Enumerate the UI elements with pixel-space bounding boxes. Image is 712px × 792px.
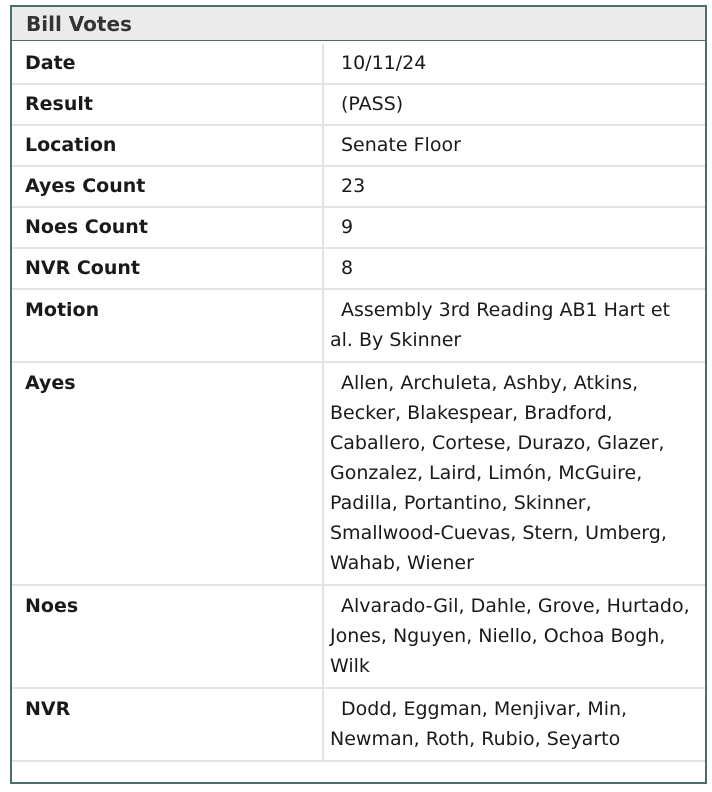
location-value: Senate Floor xyxy=(341,134,461,156)
ayes-count-value: 23 xyxy=(341,175,366,197)
noes-count-value: 9 xyxy=(341,216,354,238)
motion-label: Motion xyxy=(12,290,324,361)
noes-label: Noes xyxy=(12,586,324,687)
row-motion xyxy=(12,290,705,363)
row-ayes xyxy=(12,363,705,586)
ayes-count-label: Ayes Count xyxy=(12,167,324,206)
nvr-label: NVR xyxy=(12,689,324,760)
votes-table xyxy=(12,44,705,792)
row-noes xyxy=(12,586,705,689)
ayes-value: Allen, Archuleta, Ashby, Atkins, Becker, Blakespear, Bradford, Caballero, Cortese, Durazo, Glazer, Gonzalez, Laird, Limón, McGuire, Padilla, Portantino, Skinner, Smallwood-Cuevas, Stern, Umberg, Wahab, Wiener xyxy=(330,372,667,574)
row-noes-count xyxy=(12,208,705,249)
location-label: Location xyxy=(12,126,324,165)
row-nvr xyxy=(12,689,705,762)
row-date xyxy=(12,44,705,85)
nvr-count-value: 8 xyxy=(341,257,354,279)
table-footer xyxy=(12,762,705,792)
row-nvr-count xyxy=(12,249,705,290)
bill-votes-panel xyxy=(10,5,707,784)
motion-value: Assembly 3rd Reading AB1 Hart et al. By Skinner xyxy=(330,299,670,351)
panel-header xyxy=(12,7,705,41)
row-result xyxy=(12,85,705,126)
noes-count-label: Noes Count xyxy=(12,208,324,247)
result-label: Result xyxy=(12,85,324,124)
row-ayes-count xyxy=(12,167,705,208)
result-value: (PASS) xyxy=(341,93,404,115)
panel-title: Bill Votes xyxy=(26,11,132,36)
nvr-count-label: NVR Count xyxy=(12,249,324,288)
row-location xyxy=(12,126,705,167)
ayes-label: Ayes xyxy=(12,363,324,584)
date-label: Date xyxy=(12,44,324,83)
nvr-value: Dodd, Eggman, Menjivar, Min, Newman, Roth, Rubio, Seyarto xyxy=(330,698,628,750)
noes-value: Alvarado-Gil, Dahle, Grove, Hurtado, Jones, Nguyen, Niello, Ochoa Bogh, Wilk xyxy=(330,595,690,677)
date-value: 10/11/24 xyxy=(341,52,427,74)
